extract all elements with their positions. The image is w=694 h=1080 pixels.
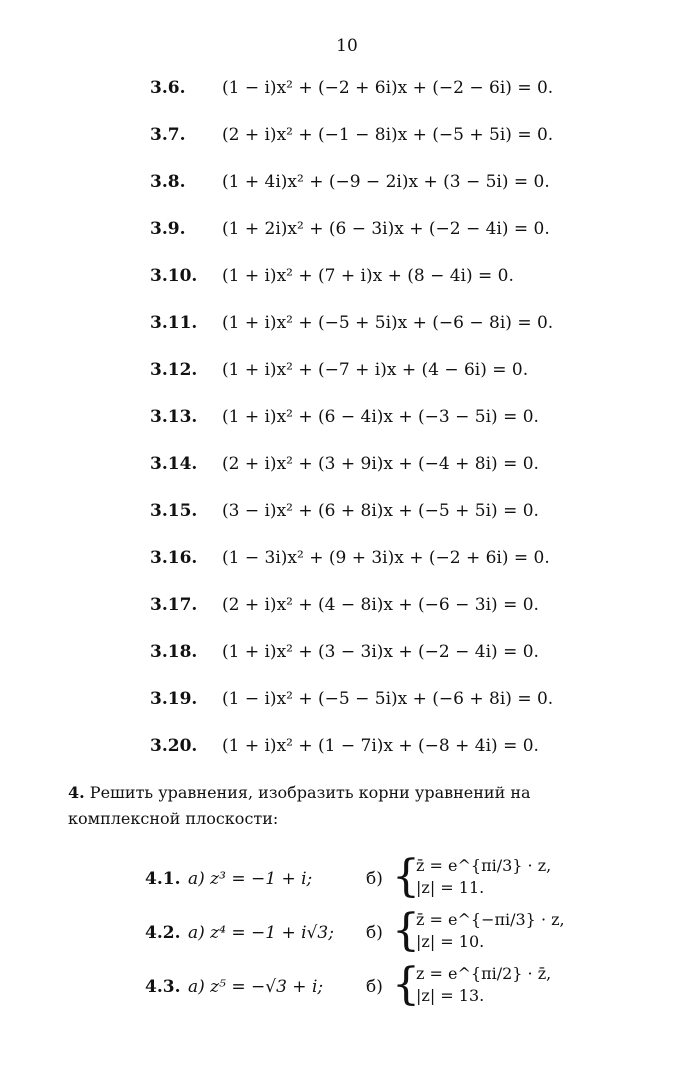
equation-number: 3.9. <box>150 219 186 239</box>
system-row <box>0 905 694 963</box>
equation-expression: (1 − 3i)x² + (9 + 3i)x + (−2 + 6i) = 0. <box>222 548 550 568</box>
equation-row <box>0 309 694 356</box>
equation-expression: (1 − i)x² + (−5 − 5i)x + (−6 + 8i) = 0. <box>222 689 554 709</box>
equation-expression: (1 + i)x² + (6 − 4i)x + (−3 − 5i) = 0. <box>222 407 539 427</box>
equation-expression: (1 + i)x² + (−7 + i)x + (4 − 6i) = 0. <box>222 360 529 380</box>
equation-row <box>0 638 694 685</box>
equation-expression: (2 + i)x² + (3 + 9i)x + (−4 + 8i) = 0. <box>222 454 539 474</box>
equation-expression: (1 + i)x² + (7 + i)x + (8 − 4i) = 0. <box>222 266 514 286</box>
part-b-label: б) <box>366 977 383 997</box>
system-row <box>0 851 694 909</box>
equation-number: 3.11. <box>150 313 198 333</box>
equation-number: 3.10. <box>150 266 198 286</box>
equation-expression: (3 − i)x² + (6 + 8i)x + (−5 + 5i) = 0. <box>222 501 539 521</box>
equation-row <box>0 121 694 168</box>
system-number: 4.1. <box>145 869 181 889</box>
equation-row <box>0 497 694 544</box>
equation-row <box>0 732 694 779</box>
equation-number: 3.8. <box>150 172 186 192</box>
task-number: 4. <box>68 783 85 802</box>
equation-number: 3.16. <box>150 548 198 568</box>
equation-expression: (1 + 4i)x² + (−9 − 2i)x + (3 − 5i) = 0. <box>222 172 550 192</box>
equation-number: 3.12. <box>150 360 198 380</box>
system-number: 4.2. <box>145 923 181 943</box>
equation-number: 3.17. <box>150 595 198 615</box>
equation-row <box>0 591 694 638</box>
system-line-2: |z| = 13. <box>416 986 485 1005</box>
equation-row <box>0 74 694 121</box>
system-line-2: |z| = 10. <box>416 932 485 951</box>
system-line-1: z̄ = e^{−πi/3} · z, <box>416 910 565 929</box>
equation-number: 3.19. <box>150 689 198 709</box>
equation-expression: (1 + i)x² + (−5 + 5i)x + (−6 − 8i) = 0. <box>222 313 554 333</box>
part-b-system <box>416 963 551 1007</box>
part-b-label: б) <box>366 869 383 889</box>
part-b-system <box>416 855 551 899</box>
part-a-equation: a) z⁴ = −1 + i√3; <box>188 923 334 943</box>
task-statement <box>68 780 638 832</box>
equation-row <box>0 356 694 403</box>
system-number: 4.3. <box>145 977 181 997</box>
equation-number: 3.13. <box>150 407 198 427</box>
equation-row <box>0 544 694 591</box>
left-brace-icon: { <box>392 959 420 1010</box>
part-a-equation: a) z⁵ = −√3 + i; <box>188 977 324 997</box>
equation-row <box>0 168 694 215</box>
equation-expression: (2 + i)x² + (4 − 8i)x + (−6 − 3i) = 0. <box>222 595 539 615</box>
task-text: Решить уравнения, изобразить корни уравнений на комплексной плоскости: <box>68 783 531 828</box>
equation-row <box>0 685 694 732</box>
equation-row <box>0 215 694 262</box>
equation-number: 3.7. <box>150 125 186 145</box>
equation-number: 3.18. <box>150 642 198 662</box>
equation-expression: (1 − i)x² + (−2 + 6i)x + (−2 − 6i) = 0. <box>222 78 554 98</box>
equation-row <box>0 403 694 450</box>
left-brace-icon: { <box>392 851 420 902</box>
equation-list <box>0 74 694 779</box>
part-b-label: б) <box>366 923 383 943</box>
equation-number: 3.6. <box>150 78 186 98</box>
equation-expression: (2 + i)x² + (−1 − 8i)x + (−5 + 5i) = 0. <box>222 125 554 145</box>
page-number: 10 <box>336 36 358 56</box>
system-list <box>0 851 694 1017</box>
system-row <box>0 959 694 1017</box>
part-a-equation: a) z³ = −1 + i; <box>188 869 313 889</box>
system-line-2: |z| = 11. <box>416 878 485 897</box>
system-line-1: z = e^{πi/2} · z̄, <box>416 964 552 983</box>
equation-expression: (1 + i)x² + (3 − 3i)x + (−2 − 4i) = 0. <box>222 642 539 662</box>
equation-number: 3.15. <box>150 501 198 521</box>
equation-expression: (1 + i)x² + (1 − 7i)x + (−8 + 4i) = 0. <box>222 736 539 756</box>
equation-number: 3.20. <box>150 736 198 756</box>
left-brace-icon: { <box>392 905 420 956</box>
system-line-1: z̄ = e^{πi/3} · z, <box>416 856 552 875</box>
equation-row <box>0 450 694 497</box>
part-b-system <box>416 909 565 953</box>
equation-number: 3.14. <box>150 454 198 474</box>
equation-row <box>0 262 694 309</box>
equation-expression: (1 + 2i)x² + (6 − 3i)x + (−2 − 4i) = 0. <box>222 219 550 239</box>
